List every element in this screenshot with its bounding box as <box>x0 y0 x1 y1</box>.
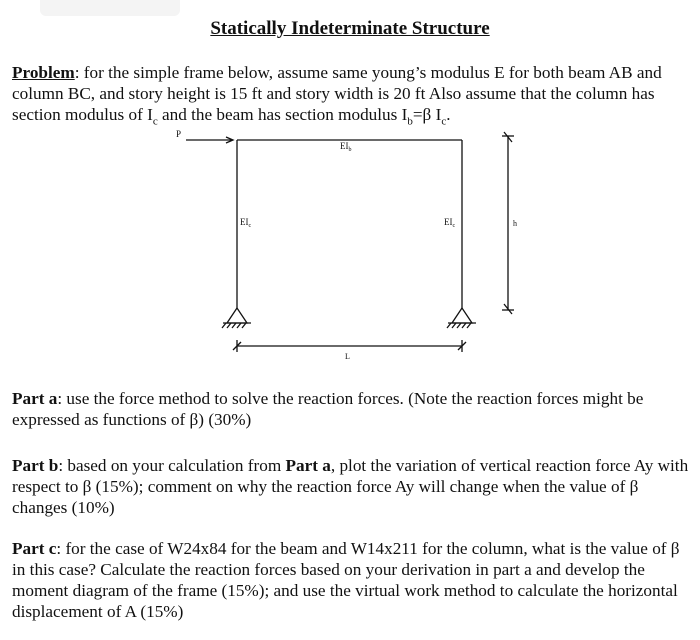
top-strip <box>40 0 180 16</box>
part-a-text: : use the force method to solve the reaction forces. (Note the reaction forces might be expressed as functions of β) (30%) <box>12 389 644 429</box>
problem-sub-2: b <box>407 115 413 128</box>
part-b-text-1: : based on your calculation from <box>58 456 286 475</box>
beam-label <box>340 141 352 153</box>
beam-label-main: EI <box>340 141 349 151</box>
part-a-lead: Part a <box>12 389 58 408</box>
left-column-label <box>240 217 252 229</box>
right-column-label-sub: c <box>452 223 456 229</box>
part-b-text-2: , plot the variation of vertical reaction force Ay with respect to β (15%); comment on why the reaction force Ay will change when the value of β changes (10%) <box>12 456 689 517</box>
part-c <box>12 538 690 622</box>
problem-text-2: and the beam has section modulus I <box>157 105 408 124</box>
page-title: Statically Indeterminate Structure <box>210 18 490 39</box>
part-c-lead: Part c <box>12 539 57 558</box>
problem-text-3: =β I <box>412 105 442 124</box>
right-column-label <box>444 217 456 229</box>
left-ground-hatch <box>222 323 246 328</box>
part-a <box>12 388 690 430</box>
part-c-text: : for the case of W24x84 for the beam and W14x211 for the column, what is the value of β in this case? Calculate the reaction forces based on your derivation in part a and develop the moment diagram of the frame (15%); and use the virtual work method to calculate the horizontal displacement of A (15%) <box>12 539 680 621</box>
right-ground-hatch <box>447 323 471 328</box>
left-column-label-main: EI <box>240 217 249 227</box>
part-b-ref: Part a <box>285 456 331 475</box>
width-label: L <box>345 352 350 361</box>
height-label: h <box>513 219 517 228</box>
problem-text-4: . <box>446 105 451 124</box>
frame-diagram <box>0 128 700 378</box>
problem-sub-1: c <box>152 115 158 128</box>
load-label: P <box>176 129 182 139</box>
problem-lead: Problem <box>12 63 75 82</box>
part-b <box>12 455 690 518</box>
left-pin-support <box>227 308 247 323</box>
right-pin-support <box>452 308 472 323</box>
left-column-label-sub: c <box>248 223 252 229</box>
problem-statement <box>12 62 690 132</box>
right-column-label-main: EI <box>444 217 453 227</box>
beam-label-sub: b <box>348 147 352 153</box>
part-b-lead: Part b <box>12 456 59 475</box>
problem-text-1: : for the simple frame below, assume same young’s modulus E for both beam AB and column BC, and story height is 15 ft and story width is 20 ft Also assume that the column has section modulus of I <box>12 63 662 124</box>
problem-sub-3: c <box>441 115 447 128</box>
